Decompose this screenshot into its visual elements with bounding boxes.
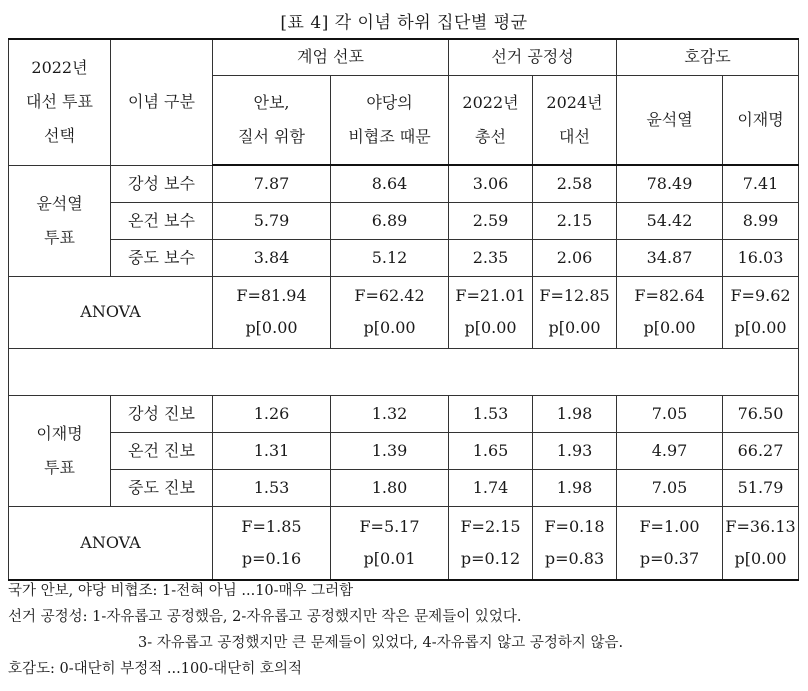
note-line: 3- 자유롭고 공정했지만 큰 문제들이 있었다, 4-자유롭지 않고 공정하지 않음. bbox=[138, 635, 624, 651]
block2-label: 이재명 투표 bbox=[9, 395, 111, 506]
cell: 1.39 bbox=[331, 432, 449, 469]
anova-cell: F=36.13 p[0.00 bbox=[723, 506, 799, 580]
cell: 54.42 bbox=[617, 202, 723, 239]
cell: 76.50 bbox=[723, 395, 799, 432]
anova-cell: F=2.15 p=0.12 bbox=[449, 506, 533, 580]
cell: 1.31 bbox=[213, 432, 331, 469]
anova-cell: F=1.85 p=0.16 bbox=[213, 506, 331, 580]
cell: 2.59 bbox=[449, 202, 533, 239]
cell: 1.32 bbox=[331, 395, 449, 432]
cell: 7.05 bbox=[617, 395, 723, 432]
cell: 78.49 bbox=[617, 165, 723, 202]
row-ideology: 강성 진보 bbox=[111, 395, 213, 432]
cell: 5.79 bbox=[213, 202, 331, 239]
cell: 5.12 bbox=[331, 239, 449, 276]
cell: 7.41 bbox=[723, 165, 799, 202]
anova-cell: F=12.85 p[0.00 bbox=[533, 276, 617, 348]
cell: 3.06 bbox=[449, 165, 533, 202]
cell: 2.35 bbox=[449, 239, 533, 276]
header-group-favorability: 호감도 bbox=[617, 39, 799, 75]
cell: 2.15 bbox=[533, 202, 617, 239]
table-row bbox=[9, 202, 799, 239]
anova-cell: F=1.00 p=0.37 bbox=[617, 506, 723, 580]
cell: 16.03 bbox=[723, 239, 799, 276]
cell: 34.87 bbox=[617, 239, 723, 276]
header-col-2024: 2024년 대선 bbox=[533, 75, 617, 165]
anova-label: ANOVA bbox=[9, 506, 213, 580]
anova-cell: F=62.42 p[0.00 bbox=[331, 276, 449, 348]
note-line: 선거 공정성: 1-자유롭고 공정했음, 2-자유롭고 공정했지만 작은 문제들이 있었다. bbox=[8, 609, 522, 625]
cell: 4.97 bbox=[617, 432, 723, 469]
note-line: 호감도: 0-대단히 부정적 ...100-대단히 호의적 bbox=[8, 661, 302, 677]
cell: 7.87 bbox=[213, 165, 331, 202]
table-title: [표 4] 각 이념 하위 집단별 평균 bbox=[280, 13, 528, 33]
note-line: 국가 안보, 야당 비협조: 1-전혀 아님 ...10-매우 그러함 bbox=[8, 583, 354, 599]
header-col-yoon: 윤석열 bbox=[617, 75, 723, 165]
header-col-2022: 2022년 총선 bbox=[449, 75, 533, 165]
header-group-election-fairness: 선거 공정성 bbox=[449, 39, 617, 75]
anova-cell: F=81.94 p[0.00 bbox=[213, 276, 331, 348]
anova-cell: F=5.17 p[0.01 bbox=[331, 506, 449, 580]
row-ideology: 중도 진보 bbox=[111, 469, 213, 506]
cell: 1.53 bbox=[213, 469, 331, 506]
header-group-martial-law: 계엄 선포 bbox=[213, 39, 449, 75]
table-row bbox=[9, 395, 799, 432]
results-table bbox=[8, 38, 799, 581]
header-col-opposition: 야당의 비협조 때문 bbox=[331, 75, 449, 165]
cell: 8.64 bbox=[331, 165, 449, 202]
anova-cell: F=0.18 p=0.83 bbox=[533, 506, 617, 580]
cell: 6.89 bbox=[331, 202, 449, 239]
row-ideology: 온건 진보 bbox=[111, 432, 213, 469]
block1-label: 윤석열 투표 bbox=[9, 165, 111, 276]
header-vote: 2022년 대선 투표 선택 bbox=[9, 39, 111, 165]
table-notes bbox=[8, 578, 803, 682]
cell: 2.06 bbox=[533, 239, 617, 276]
row-ideology: 온건 보수 bbox=[111, 202, 213, 239]
table-row bbox=[9, 239, 799, 276]
cell: 3.84 bbox=[213, 239, 331, 276]
cell: 1.80 bbox=[331, 469, 449, 506]
table-row bbox=[9, 165, 799, 202]
anova-cell: F=21.01 p[0.00 bbox=[449, 276, 533, 348]
anova-label: ANOVA bbox=[9, 276, 213, 348]
cell: 1.98 bbox=[533, 395, 617, 432]
spacer-row bbox=[9, 348, 799, 395]
table-row bbox=[9, 432, 799, 469]
anova-row bbox=[9, 506, 799, 580]
cell: 1.53 bbox=[449, 395, 533, 432]
cell: 1.98 bbox=[533, 469, 617, 506]
cell: 8.99 bbox=[723, 202, 799, 239]
row-ideology: 강성 보수 bbox=[111, 165, 213, 202]
row-ideology: 중도 보수 bbox=[111, 239, 213, 276]
table-row bbox=[9, 469, 799, 506]
header-col-lee: 이재명 bbox=[723, 75, 799, 165]
anova-cell: F=9.62 p[0.00 bbox=[723, 276, 799, 348]
cell: 1.65 bbox=[449, 432, 533, 469]
cell: 66.27 bbox=[723, 432, 799, 469]
cell: 1.74 bbox=[449, 469, 533, 506]
cell: 1.26 bbox=[213, 395, 331, 432]
header-col-security: 안보, 질서 위함 bbox=[213, 75, 331, 165]
cell: 1.93 bbox=[533, 432, 617, 469]
cell: 51.79 bbox=[723, 469, 799, 506]
cell: 2.58 bbox=[533, 165, 617, 202]
anova-cell: F=82.64 p[0.00 bbox=[617, 276, 723, 348]
header-ideology: 이념 구분 bbox=[111, 39, 213, 165]
cell: 7.05 bbox=[617, 469, 723, 506]
anova-row bbox=[9, 276, 799, 348]
